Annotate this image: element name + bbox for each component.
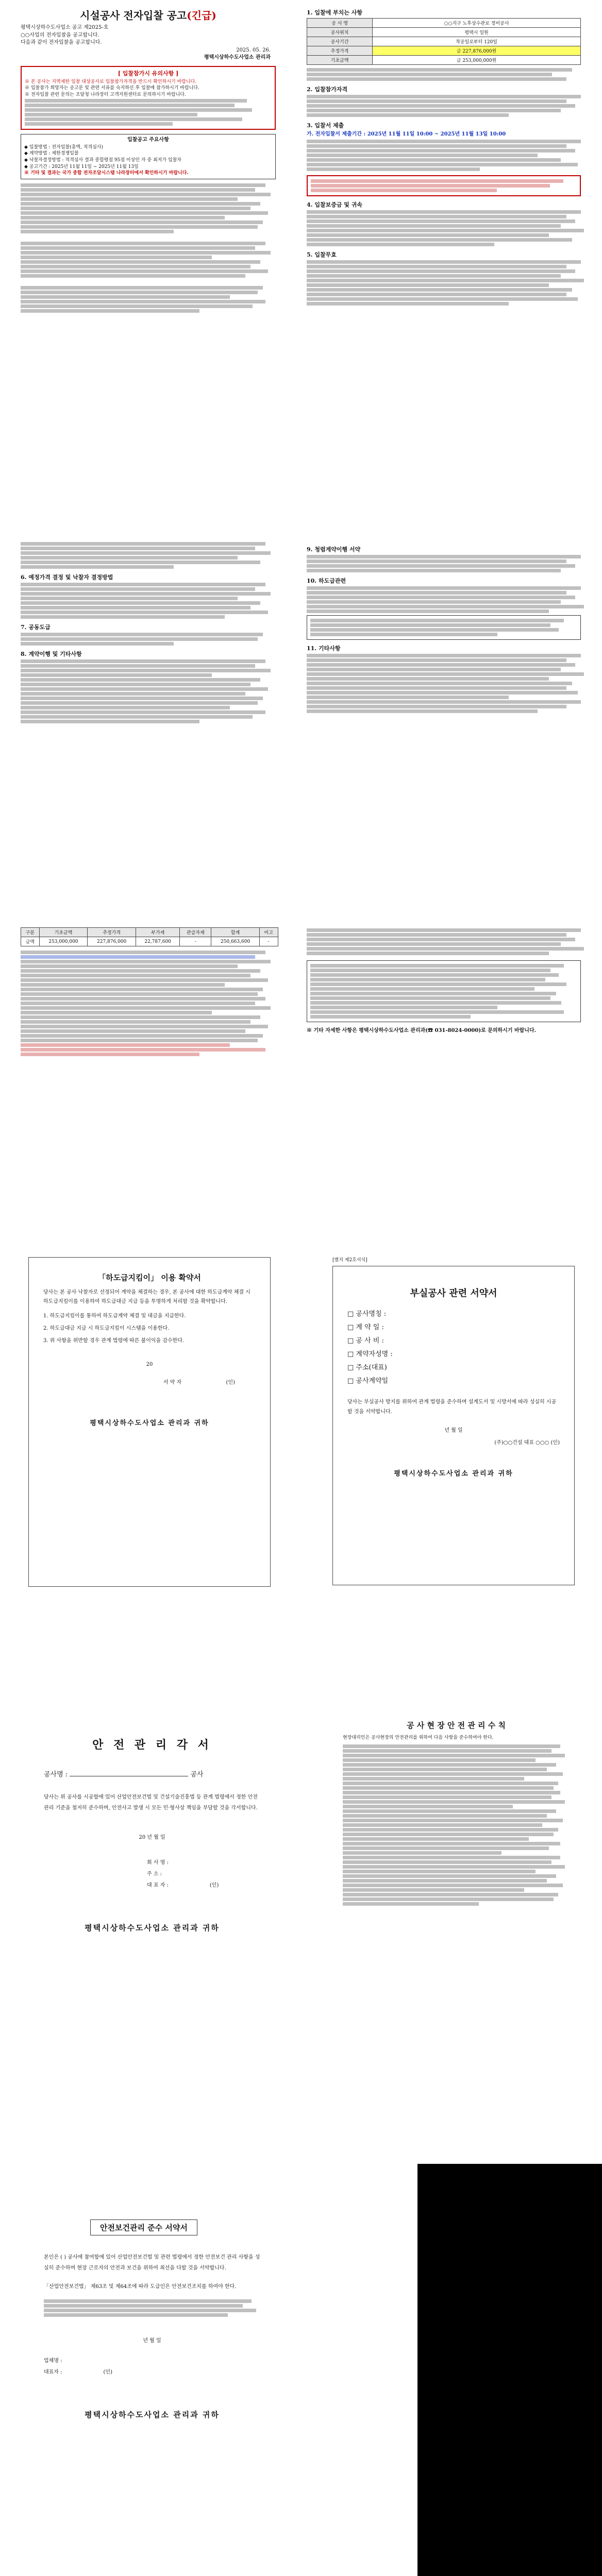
info-box-title: 입찰공고 주요사항 [127, 137, 169, 143]
notice-date: 2025. 05. 26. [236, 47, 271, 53]
site-rules-title: 공 사 현 장 안 전 관 리 수 칙 [407, 1721, 506, 1730]
safety-health-body: 본인은 ( ) 공사에 참여함에 있어 산업안전보건법 및 관련 법령에서 정한 안전보건 관리 사항을 성실히 준수하며 현장 근로자의 안전과 보건을 위하여 최선을 다할 것을 서약합니다. [44, 2255, 260, 2271]
safety-date: 20 년 월 일 [139, 1835, 165, 1841]
pledge-title: 「하도급지킴이」 이용 확약서 [98, 1273, 201, 1282]
header-line: 평택시상하수도사업소 공고 제2025-호 [21, 25, 109, 30]
field-item: □ 주소(대표) [347, 1363, 387, 1371]
field-item: □ 계 약 일 : [347, 1323, 384, 1331]
field-item: □ 공사계약일 [347, 1377, 389, 1385]
notice-sheet-2 [5, 541, 597, 922]
notice2-right-column [307, 541, 595, 922]
poor-construction-sign: (주)○○건설 대표 ○○○ (인) [494, 1440, 560, 1446]
section-10-title: 10. 하도급관련 [307, 578, 346, 584]
section-7-title: 7. 공동도급 [21, 624, 51, 631]
notes-box [307, 960, 581, 1022]
section-8-title: 8. 계약이행 및 기타사항 [21, 651, 82, 657]
poor-construction-date: 년 월 일 [444, 1427, 463, 1433]
blank-black-area [417, 2164, 602, 2576]
table-row: 공사위치 평택시 일원 [307, 28, 581, 37]
safety-agency: 평택시상하수도사업소 관리과 귀하 [85, 1923, 220, 1933]
table-row: 공사기간 착공일로부터 120일 [307, 37, 581, 46]
table-row: 공 사 명 ○○지구 노후상수관로 정비공사 [307, 19, 581, 28]
pledge-item: 3. 위 사항을 위반할 경우 관계 법령에 따른 불이익을 감수한다. [43, 1338, 185, 1344]
table-row: 구분 기초금액 추정가격 부가세 관급자재 합계 비고 [21, 928, 278, 937]
field-item: □ 공사명칭 : [347, 1310, 387, 1318]
subcontract-pledge-form [28, 1257, 271, 1587]
field-item: □ 공 사 비 : [347, 1336, 384, 1345]
table-row: 금액 253,000,000 227,876,000 22,787,600 - 250,663,600 - [21, 937, 278, 946]
table-row: 기초금액 금 253,000,000원 [307, 56, 581, 65]
safety-health-date: 년 월 일 [143, 2338, 161, 2344]
safety-health-pledge-form [28, 2200, 276, 2576]
info-line: ◆ 입찰방법 : 전자입찰(총액, 적격심사) [24, 144, 103, 150]
field-item: □ 계약자성명 : [347, 1350, 393, 1358]
section-6-title: 6. 예정가격 결정 및 낙찰자 결정방법 [21, 574, 113, 581]
pledge-year: 20 [146, 1362, 153, 1367]
alert-line: ※ 입찰참가 희망자는 공고문 및 관련 서류를 숙지하신 후 입찰에 참가하시기 바랍니다. [25, 86, 199, 91]
alert-title: [ 입찰참가시 유의사항 ] [118, 70, 179, 77]
info-box [21, 134, 276, 179]
left-body-text [21, 183, 276, 313]
table-row: 추정가격 금 227,876,000원 [307, 46, 581, 56]
alert-line: ※ 전자입찰 관련 문의는 조달청 나라장터 고객지원센터로 문의하시기 바랍니다. [25, 92, 186, 97]
notice-left-column [5, 4, 291, 535]
urgent-tag: (긴급) [187, 9, 216, 22]
project-table [307, 18, 581, 65]
pledge-body: 당사는 본 공사 낙찰자로 선정되어 계약을 체결하는 경우, 본 공사에 대한 하도급계약 체결 시 하도급지킴이를 이용하여 하도급대금 지급 등을 투명하게 처리할 것을 확약합니다. [43, 1290, 250, 1304]
poor-construction-agency: 평택시상하수도사업소 관리과 귀하 [394, 1469, 513, 1478]
safety-health-agency: 평택시상하수도사업소 관리과 귀하 [85, 2410, 220, 2419]
site-rules-intro: 현장대리인은 공사현장의 안전관리를 위하여 다음 사항을 준수하여야 한다. [343, 1735, 494, 1740]
alert-box [21, 66, 276, 130]
notice2-left-column [5, 541, 291, 922]
section-2-title: 2. 입찰참가자격 [307, 86, 348, 93]
section-4-title: 4. 입찰보증금 및 귀속 [307, 201, 362, 208]
info-line: ◆ 낙찰자결정방법 : 적격심사 결과 종합평점 95점 이상인 자 중 최저가 입찰자 [24, 157, 182, 163]
safety-health-title: 안전보건관리 준수 서약서 [90, 2219, 197, 2235]
safety-sign-block: 회 사 명 : 주 소 : 대 표 자 : (인) [147, 1859, 219, 1888]
warning-box [307, 175, 581, 196]
notice3-left-column [5, 927, 291, 1226]
notice-sheet-1 [5, 4, 597, 535]
alert-line: ※ 본 공사는 지역제한 입찰 대상공사로 입찰참가자격을 반드시 확인하시기 바랍니다. [25, 79, 197, 84]
bid-period-highlight: 가. 전자입찰서 제출기간 : 2025년 11월 11일 10:00 ~ 2025년 11월 13일 10:00 [307, 131, 506, 137]
notice-right-column [307, 4, 595, 535]
notice-header-lines [21, 24, 291, 47]
form-tag: [별지 제2호서식] [332, 1258, 367, 1263]
subcontract-box [307, 615, 581, 640]
poor-construction-title: 부실공사 관련 서약서 [410, 1287, 497, 1299]
safety-body: 당사는 위 공사를 시공함에 있어 산업안전보건법 및 건설기술진흥법 등 관계 법령에서 정한 안전관리 기준을 철저히 준수하며, 안전사고 발생 시 모든 민·형사상 책임을 부담할 것을 각서합니다. [44, 1794, 258, 1811]
section-3-title: 3. 입찰서 제출 [307, 122, 344, 129]
section-9-title: 9. 청렴계약이행 서약 [307, 546, 361, 553]
section-5-title: 5. 입찰무효 [307, 251, 337, 258]
section-11-title: 11. 기타사항 [307, 645, 341, 652]
pledge-item: 2. 하도급대금 지급 시 하도급지킴이 시스템을 이용한다. [43, 1326, 170, 1331]
safety-title: 안 전 관 리 각 서 [92, 1738, 212, 1752]
pledge-agency: 평택시상하수도사업소 관리과 귀하 [90, 1419, 209, 1427]
header-line: 다음과 같이 전자입찰을 공고합니다. [21, 40, 102, 45]
amount-table [21, 927, 278, 946]
warning-line: ※ 기타 및 결과는 국가 종합 전자조달시스템 나라장터에서 확인하시기 바랍니다. [24, 171, 189, 176]
safety-management-form [28, 1710, 276, 2071]
poor-construction-fields [347, 1308, 560, 1388]
poor-construction-body: 당사는 부실공사 방지를 위하여 관계 법령을 준수하며 설계도서 및 시방서에 따라 성실히 시공할 것을 서약합니다. [347, 1399, 557, 1415]
poor-construction-pledge-form [332, 1257, 575, 1587]
header-line: ○○사업의 전자입찰을 공고합니다. [21, 32, 99, 38]
contact-line: ※ 기타 자세한 사항은 평택시상하수도사업소 관리과(☎ 031-8024-0000)로 문의하시기 바랍니다. [307, 1028, 537, 1033]
notice3-right-column [307, 927, 595, 1226]
safety-health-sub: 「산업안전보건법」 제63조 및 제64조에 따라 도급인은 안전보건조치를 하여야 한다. [44, 2284, 237, 2290]
info-line: ◆ 공고기간 : 2025년 11월 11일 ~ 2025년 11월 13일 [24, 164, 139, 170]
notice-title: 시설공사 전자입찰 공고(긴급) [80, 9, 216, 22]
safety-project: 공사명 : 공사 [44, 1771, 204, 1778]
site-rules-form [332, 1710, 580, 2071]
site-rules-list [343, 1744, 570, 1906]
info-line: ◆ 계약방법 : 제한경쟁입찰 [24, 151, 79, 157]
notice-sheet-3 [5, 927, 597, 1226]
pledge-signer: 서 약 자 (인) [163, 1379, 235, 1385]
section-1-title: 1. 입찰에 부치는 사항 [307, 9, 362, 16]
safety-health-sign: 업체명 : 대표자 : (인) [44, 2358, 112, 2375]
pledge-item: 1. 하도급지킴이를 통하여 하도급계약 체결 및 대금을 지급한다. [43, 1313, 186, 1319]
notice-issuer: 평택시상하수도사업소 관리과 [204, 55, 271, 60]
